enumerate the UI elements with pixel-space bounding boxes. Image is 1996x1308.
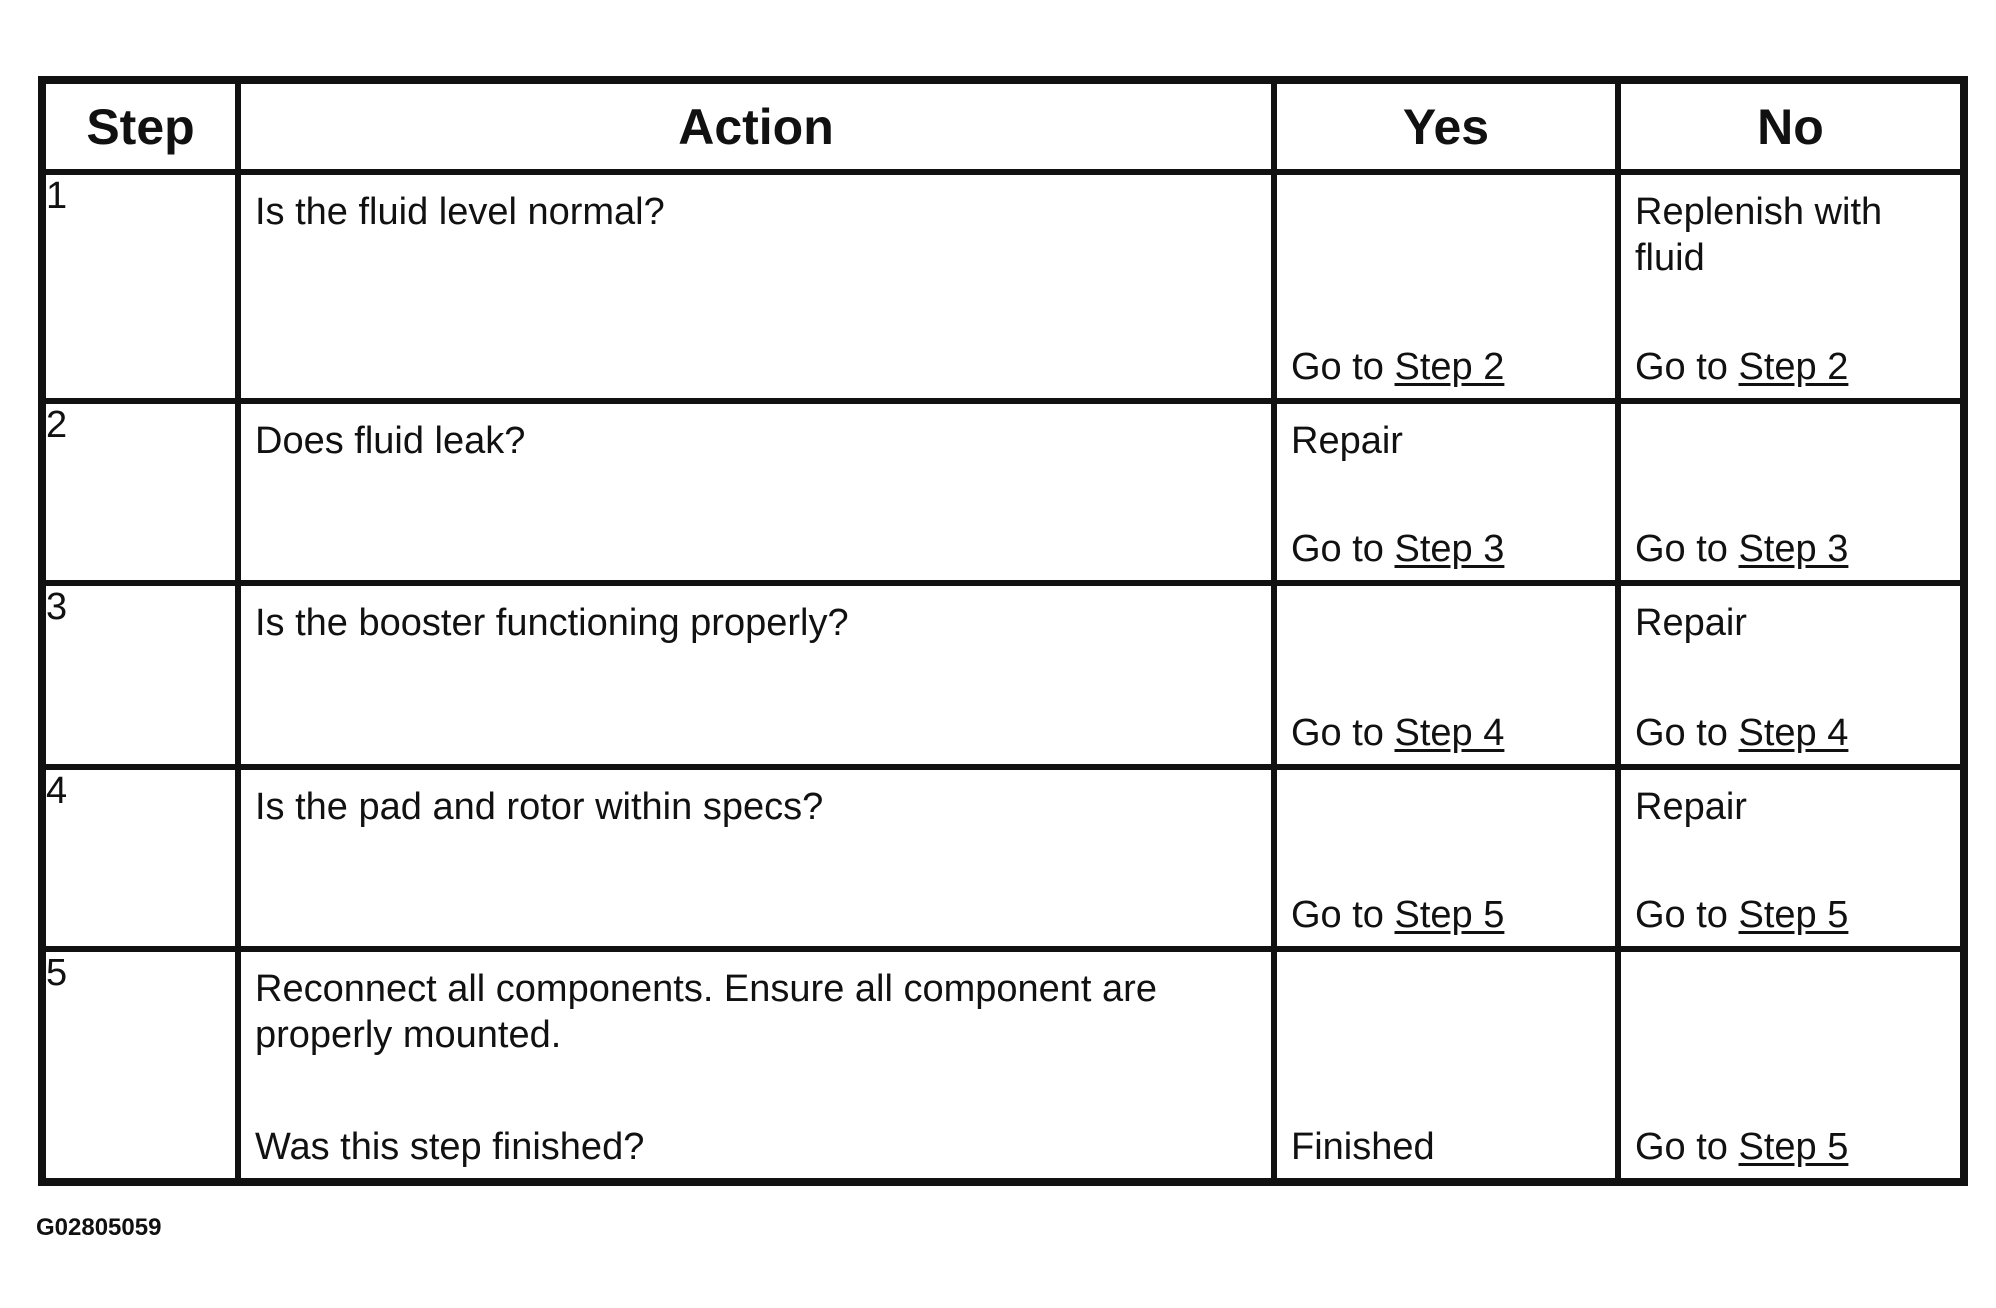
step-number: 2 — [46, 401, 238, 583]
goto-label: Go to — [1291, 528, 1384, 571]
yes-goto — [1291, 526, 1603, 572]
goto-label: Go to — [1291, 711, 1384, 754]
yes-goto — [1291, 344, 1603, 390]
action-cell — [238, 583, 1274, 766]
step-link[interactable]: Step 5 — [1394, 894, 1505, 937]
yes-goto — [1291, 710, 1603, 756]
diagnostic-table-frame — [38, 76, 1968, 1186]
no-cell — [1618, 401, 1960, 583]
action-cell — [238, 949, 1274, 1178]
table-row — [46, 583, 1960, 766]
action-cell — [238, 172, 1274, 401]
goto-label: Go to — [1635, 346, 1728, 389]
no-cell — [1618, 172, 1960, 401]
no-instruction: Replenish with fluid — [1635, 191, 1883, 280]
yes-cell — [1274, 767, 1618, 949]
step-number: 3 — [46, 583, 238, 766]
no-cell — [1618, 949, 1960, 1178]
step-link[interactable]: Step 4 — [1738, 711, 1849, 754]
no-cell — [1618, 767, 1960, 949]
yes-cell — [1274, 583, 1618, 766]
no-goto — [1635, 526, 1948, 572]
yes-result — [1291, 1124, 1603, 1170]
no-goto — [1635, 710, 1948, 756]
header-action: Action — [238, 84, 1274, 172]
step-link[interactable]: Step 5 — [1738, 894, 1849, 937]
no-instruction: Repair — [1635, 785, 1747, 828]
yes-goto — [1291, 892, 1603, 938]
finished-label: Finished — [1291, 1126, 1435, 1168]
step-number: 5 — [46, 949, 238, 1178]
no-goto — [1635, 1124, 1948, 1170]
table-row — [46, 767, 1960, 949]
step-link[interactable]: Step 5 — [1738, 1126, 1849, 1168]
header-step: Step — [46, 84, 238, 172]
no-goto — [1635, 344, 1948, 390]
step-link[interactable]: Step 3 — [1394, 528, 1505, 571]
action-question: Is the fluid level normal? — [255, 191, 665, 234]
diagnostic-table — [46, 84, 1960, 1178]
action-question: Is the booster functioning properly? — [255, 602, 849, 645]
step-link[interactable]: Step 2 — [1394, 346, 1505, 389]
header-row — [46, 84, 1960, 172]
header-no: No — [1618, 84, 1960, 172]
header-yes: Yes — [1274, 84, 1618, 172]
goto-label: Go to — [1635, 711, 1728, 754]
goto-label: Go to — [1635, 894, 1728, 937]
action-instruction: Reconnect all components. Ensure all component are properly mounted. — [255, 968, 1157, 1057]
table-row — [46, 949, 1960, 1178]
goto-label: Go to — [1291, 894, 1384, 937]
step-link[interactable]: Step 4 — [1394, 711, 1505, 754]
step-link[interactable]: Step 3 — [1738, 528, 1849, 571]
action-cell — [238, 767, 1274, 949]
goto-label: Go to — [1291, 346, 1384, 389]
step-number: 1 — [46, 172, 238, 401]
no-instruction: Repair — [1635, 602, 1747, 645]
yes-cell — [1274, 949, 1618, 1178]
table-row — [46, 172, 1960, 401]
yes-cell — [1274, 172, 1618, 401]
yes-cell — [1274, 401, 1618, 583]
goto-label: Go to — [1635, 1126, 1728, 1168]
goto-label: Go to — [1635, 528, 1728, 571]
action-question: Does fluid leak? — [255, 420, 526, 463]
action-cell — [238, 401, 1274, 583]
yes-instruction: Repair — [1291, 420, 1403, 463]
action-question: Was this step finished? — [255, 1126, 645, 1168]
step-link[interactable]: Step 2 — [1738, 346, 1849, 389]
action-question: Is the pad and rotor within specs? — [255, 785, 824, 828]
table-row — [46, 401, 1960, 583]
no-cell — [1618, 583, 1960, 766]
figure-code: G02805059 — [36, 1214, 162, 1241]
step-number: 4 — [46, 767, 238, 949]
no-goto — [1635, 892, 1948, 938]
